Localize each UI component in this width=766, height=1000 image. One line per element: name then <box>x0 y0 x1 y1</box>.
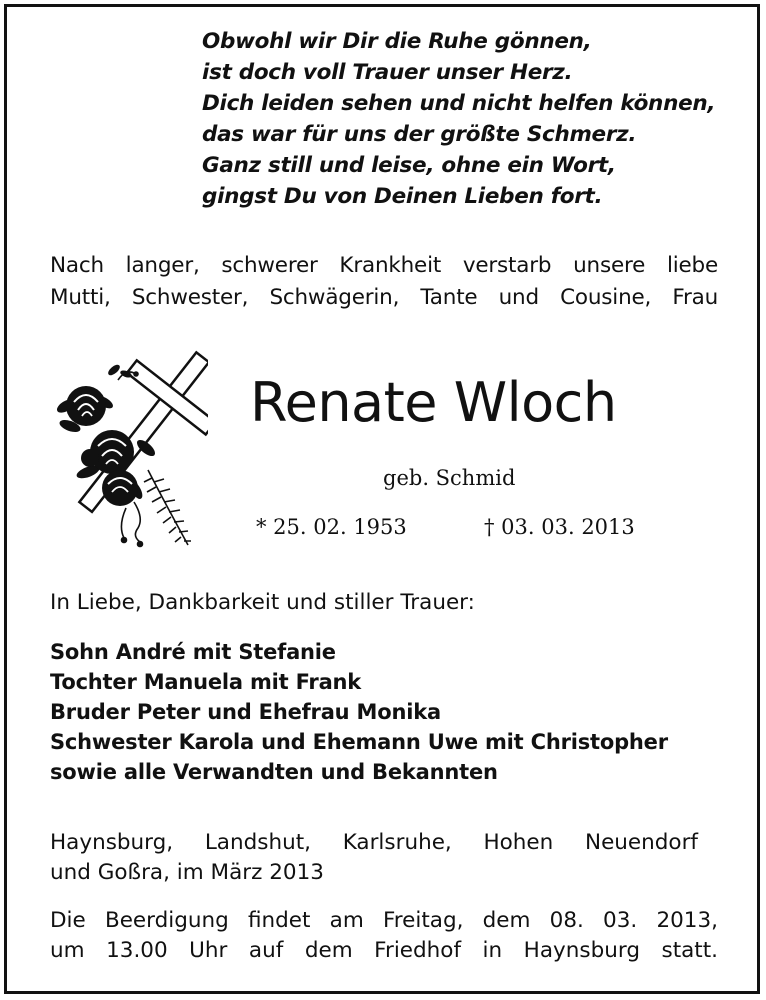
maiden-name: geb. Schmid <box>383 466 516 490</box>
family-member: Sohn André mit Stefanie <box>50 640 336 664</box>
intro-text <box>50 250 718 314</box>
family-member: sowie alle Verwandten und Bekannten <box>50 760 498 784</box>
family-list <box>50 637 720 787</box>
funeral-line: um 13.00 Uhr auf dem Friedhof in Haynsburg statt. <box>50 938 718 963</box>
funeral-notice <box>50 906 718 966</box>
death-date: † 03. 03. 2013 <box>484 515 635 539</box>
mourning-line: In Liebe, Dankbarkeit und stiller Trauer: <box>50 590 475 615</box>
deceased-name: Renate Wloch <box>250 371 617 434</box>
birth-date: * 25. 02. 1953 <box>256 515 407 539</box>
poem-line: Dich leiden sehen und nicht helfen können, <box>202 91 716 116</box>
intro-line: Nach langer, schwerer Krankheit verstarb unsere liebe <box>50 253 718 278</box>
poem-line: das war für uns der größte Schmerz. <box>202 122 637 147</box>
family-member: Schwester Karola und Ehemann Uwe mit Christopher <box>50 730 668 754</box>
poem-line: ist doch voll Trauer unser Herz. <box>202 60 573 85</box>
poem-line: Obwohl wir Dir die Ruhe gönnen, <box>202 29 592 54</box>
poem <box>202 26 722 212</box>
places-and-date <box>50 828 698 888</box>
places-line: Haynsburg, Landshut, Karlsruhe, Hohen Neuendorf <box>50 830 698 855</box>
family-member: Tochter Manuela mit Frank <box>50 670 362 694</box>
intro-line: Mutti, Schwester, Schwägerin, Tante und Cousine, Frau <box>50 285 718 310</box>
funeral-line: Die Beerdigung findet am Freitag, dem 08. 03. 2013, <box>50 908 718 933</box>
cross-with-roses-icon <box>48 340 208 555</box>
poem-line: Ganz still und leise, ohne ein Wort, <box>202 153 616 178</box>
places-line: und Goßra, im März 2013 <box>50 860 324 885</box>
family-member: Bruder Peter und Ehefrau Monika <box>50 700 441 724</box>
poem-line: gingst Du von Deinen Lieben fort. <box>202 184 603 209</box>
